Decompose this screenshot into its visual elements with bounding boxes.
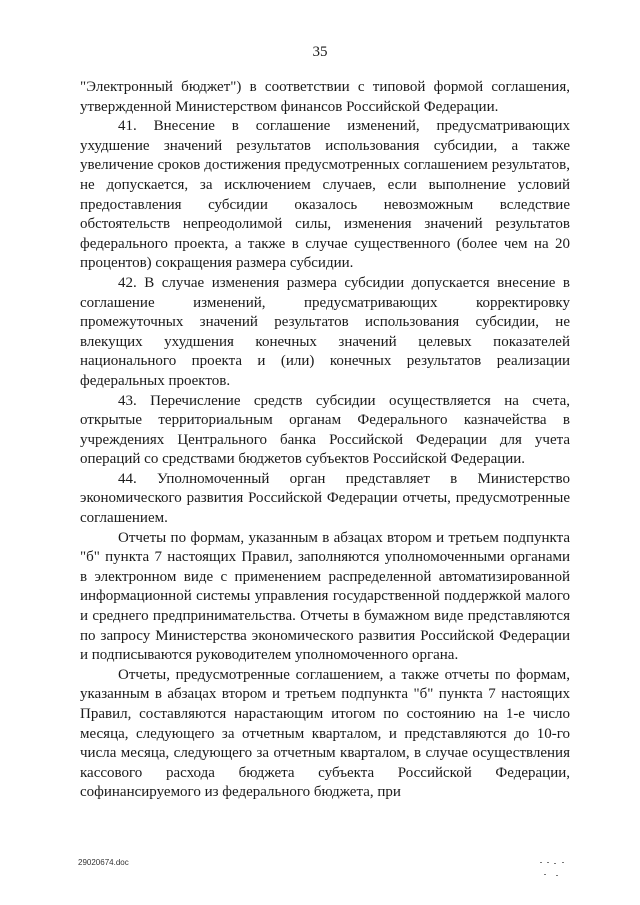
- paragraph-41: 41. Внесение в соглашение изменений, предусматривающих ухудшение значений результатов использования субсидии, а также увеличение сроков достижения предусмотренных соглашением результатов, не допускается, за исключением случаев, если выполнение условий предоставления субсидии оказалось невозможным вследствие обстоятельств непреодолимой силы, изменения значений результатов федерального проекта, а также в случае существенного (более чем на 20 процентов) сокращения размера субсидии.: [80, 118, 570, 272]
- paragraph-43: 43. Перечисление средств субсидии осуществляется на счета, открытые территориальным органам Федерального казначейства в учреждениях Центрального банка Российской Федерации для учета операций со средствами бюджетов субъектов Российской Федерации.: [80, 392, 570, 468]
- document-body: [80, 78, 570, 803]
- paragraph-42: 42. В случае изменения размера субсидии допускается внесение в соглашение изменений, предусматривающих корректировку промежуточных значений результатов использования субсидии, не влекущих ухудшения конечных значений целевых показателей национального проекта и (или) конечных результатов реализации федеральных проектов.: [80, 274, 570, 389]
- paragraph-44-reports-forms: Отчеты по формам, указанным в абзацах втором и третьем подпункта "б" пункта 7 настоящих Правил, заполняются уполномоченными органами в электронном виде с применением распределенной автоматизированной информационной системы управления государственной поддержкой малого и среднего предпринимательства. Отчеты в бумажном виде представляются по запросу Министерства экономического развития Российской Федерации и подписываются руководителем уполномоченного органа.: [80, 529, 570, 664]
- paragraph-44-reports-timing: Отчеты, предусмотренные соглашением, а также отчеты по формам, указанным в абзацах втором и третьем подпункта "б" пункта 7 настоящих Правил, составляются нарастающим итогом по состоянию на 1-е число месяца, следующего за отчетным кварталом, и представляются до 10-го числа месяца, следующего за отчетным кварталом, в случае осуществления кассового расхода бюджета субъекта Российской Федерации, софинансируемого из федерального бюджета, при: [80, 666, 570, 801]
- paragraph-continuation: "Электронный бюджет") в соответствии с типовой формой соглашения, утвержденной Министерством финансов Российской Федерации.: [80, 79, 570, 115]
- paragraph-44: 44. Уполномоченный орган представляет в Министерство экономического развития Российской Федерации отчеты, предусмотренные соглашением.: [80, 470, 570, 527]
- scan-marks: [538, 858, 568, 882]
- page-number: 35: [312, 44, 328, 60]
- footer-document-id: 29020674.doc: [78, 858, 129, 867]
